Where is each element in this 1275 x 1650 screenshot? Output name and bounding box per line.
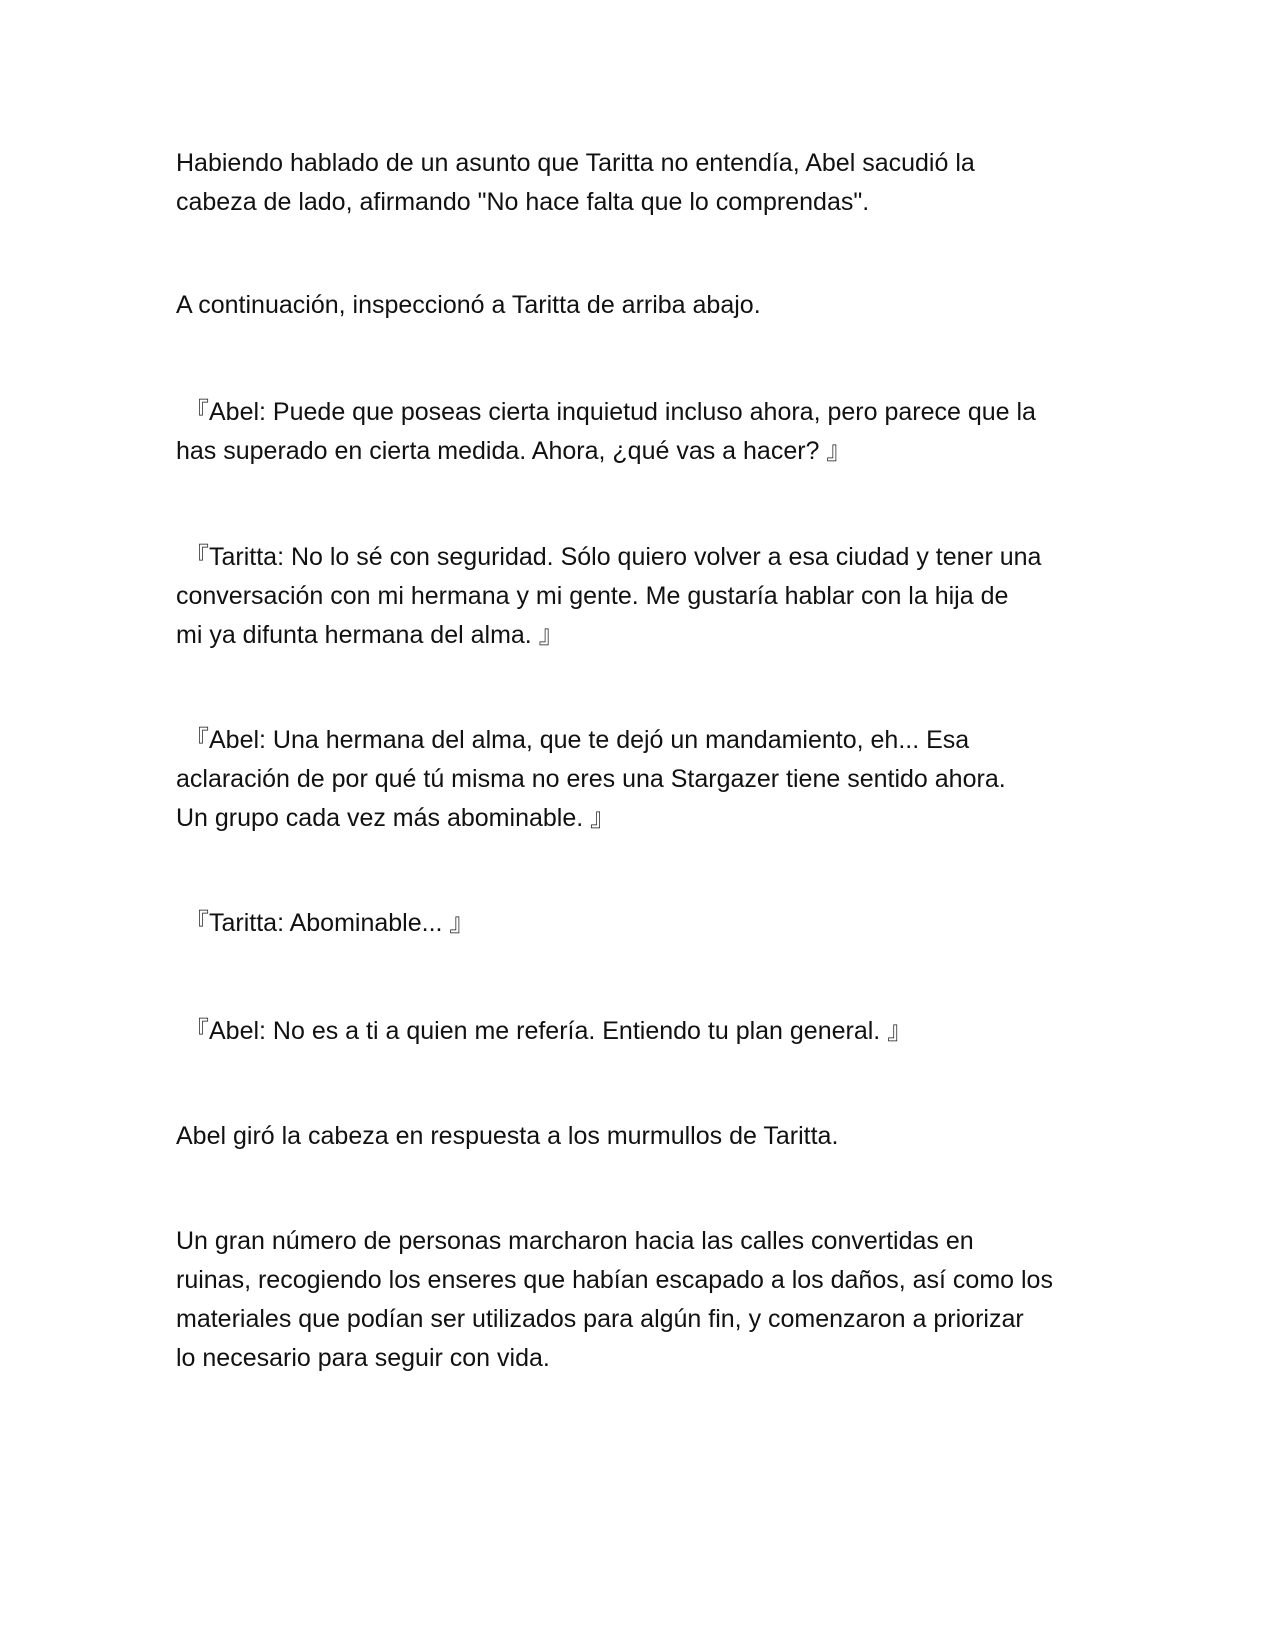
paragraph-line: Un gran número de personas marcharon hacia las calles convertidas en	[176, 1227, 974, 1255]
paragraph-line: aclaración de por qué tú misma no eres una Stargazer tiene sentido ahora.	[176, 765, 1006, 793]
paragraph-line: 『Abel: Una hermana del alma, que te dejó un mandamiento, eh... Esa	[184, 726, 970, 754]
paragraph-9	[176, 1222, 1106, 1378]
paragraph-1	[176, 144, 1106, 222]
paragraph-line: Abel giró la cabeza en respuesta a los murmullos de Taritta.	[176, 1122, 839, 1150]
paragraph-line: Un grupo cada vez más abominable. 』	[176, 804, 616, 832]
paragraph-4	[176, 538, 1106, 655]
paragraph-3	[176, 393, 1106, 471]
paragraph-line: ruinas, recogiendo los enseres que habían escapado a los daños, así como los	[176, 1266, 1053, 1294]
paragraph-line: lo necesario para seguir con vida.	[176, 1344, 550, 1372]
paragraph-line: materiales que podían ser utilizados para algún fin, y comenzaron a priorizar	[176, 1305, 1024, 1333]
paragraph-line: conversación con mi hermana y mi gente. Me gustaría hablar con la hija de	[176, 582, 1009, 610]
paragraph-line: 『Taritta: No lo sé con seguridad. Sólo quiero volver a esa ciudad y tener una	[184, 543, 1042, 571]
paragraph-5	[176, 721, 1106, 838]
paragraph-line: has superado en cierta medida. Ahora, ¿qué vas a hacer? 』	[176, 437, 852, 465]
paragraph-8	[176, 1117, 1106, 1156]
paragraph-line: 『Abel: Puede que poseas cierta inquietud incluso ahora, pero parece que la	[184, 398, 1036, 426]
paragraph-line: mi ya difunta hermana del alma. 』	[176, 621, 564, 649]
paragraph-line: A continuación, inspeccionó a Taritta de arriba abajo.	[176, 291, 761, 319]
paragraph-line: 『Abel: No es a ti a quien me refería. Entiendo tu plan general. 』	[184, 1017, 913, 1045]
paragraph-2	[176, 286, 1106, 325]
paragraph-7	[176, 1012, 1106, 1051]
paragraph-line: Habiendo hablado de un asunto que Taritta no entendía, Abel sacudió la	[176, 149, 975, 177]
paragraph-line: 『Taritta: Abominable... 』	[184, 909, 475, 937]
paragraph-6	[176, 904, 1106, 943]
paragraph-line: cabeza de lado, afirmando "No hace falta que lo comprendas".	[176, 188, 870, 216]
